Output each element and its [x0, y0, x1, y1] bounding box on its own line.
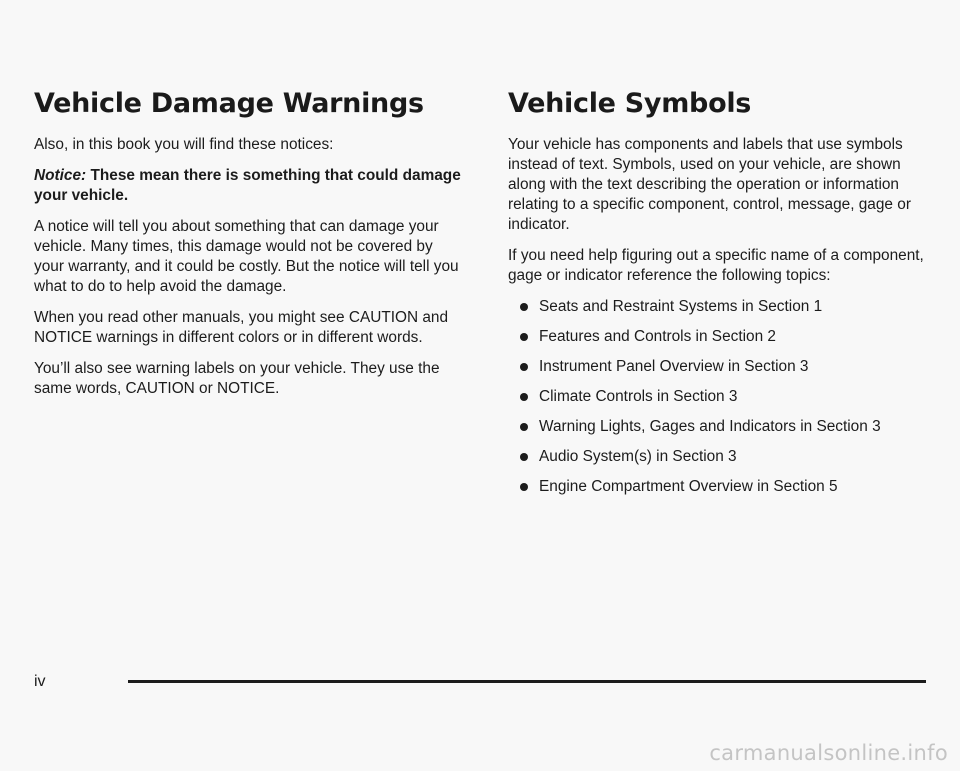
topic-text: Audio System(s) in Section 3	[539, 448, 737, 465]
list-item	[508, 477, 926, 497]
list-item	[508, 357, 926, 377]
page-number: iv	[34, 673, 46, 690]
topic-text: Climate Controls in Section 3	[539, 388, 738, 405]
bullet-icon	[520, 333, 528, 341]
list-item	[508, 387, 926, 407]
other-manuals-paragraph: When you read other manuals, you might see CAUTION and NOTICE warnings in different colors or in different words.	[34, 309, 449, 346]
list-item	[508, 447, 926, 467]
bullet-icon	[520, 303, 528, 311]
symbols-help-paragraph: If you need help figuring out a specific name of a component, gage or indicator reference the following topics:	[508, 247, 924, 284]
topics-list	[508, 297, 926, 497]
topic-text: Seats and Restraint Systems in Section 1	[539, 298, 823, 315]
bullet-icon	[520, 423, 528, 431]
left-column	[34, 88, 466, 410]
warning-labels-paragraph: You’ll also see warning labels on your vehicle. They use the same words, CAUTION or NOTICE.	[34, 360, 440, 397]
bullet-icon	[520, 483, 528, 491]
damage-warnings-heading: Vehicle Damage Warnings	[34, 88, 424, 119]
bullet-icon	[520, 453, 528, 461]
topic-text: Engine Compartment Overview in Section 5	[539, 478, 838, 495]
symbols-intro-paragraph: Your vehicle has components and labels that use symbols instead of text. Symbols, used on your vehicle, are shown along with the text describing the operation or information relating to a specific component, control, message, gage or indicator.	[508, 136, 911, 233]
bullet-icon	[520, 393, 528, 401]
topic-text: Instrument Panel Overview in Section 3	[539, 358, 809, 375]
topic-text: Warning Lights, Gages and Indicators in Section 3	[539, 418, 881, 435]
list-item	[508, 327, 926, 347]
topic-text: Features and Controls in Section 2	[539, 328, 776, 345]
vehicle-symbols-heading: Vehicle Symbols	[508, 88, 752, 119]
notice-paragraph	[34, 166, 466, 206]
bullet-icon	[520, 363, 528, 371]
notice-text: These mean there is something that could damage your vehicle.	[34, 167, 461, 204]
list-item	[508, 297, 926, 317]
right-column	[508, 88, 926, 507]
intro-paragraph: Also, in this book you will find these notices:	[34, 136, 334, 153]
footer-rule	[128, 680, 926, 683]
list-item	[508, 417, 926, 437]
watermark: carmanualsonline.info	[709, 741, 948, 765]
notice-label: Notice:	[34, 167, 87, 184]
notice-explanation-paragraph: A notice will tell you about something that can damage your vehicle. Many times, this damage would not be covered by your warranty, and it could be costly. But the notice will tell you what to do to help avoid the damage.	[34, 218, 459, 295]
